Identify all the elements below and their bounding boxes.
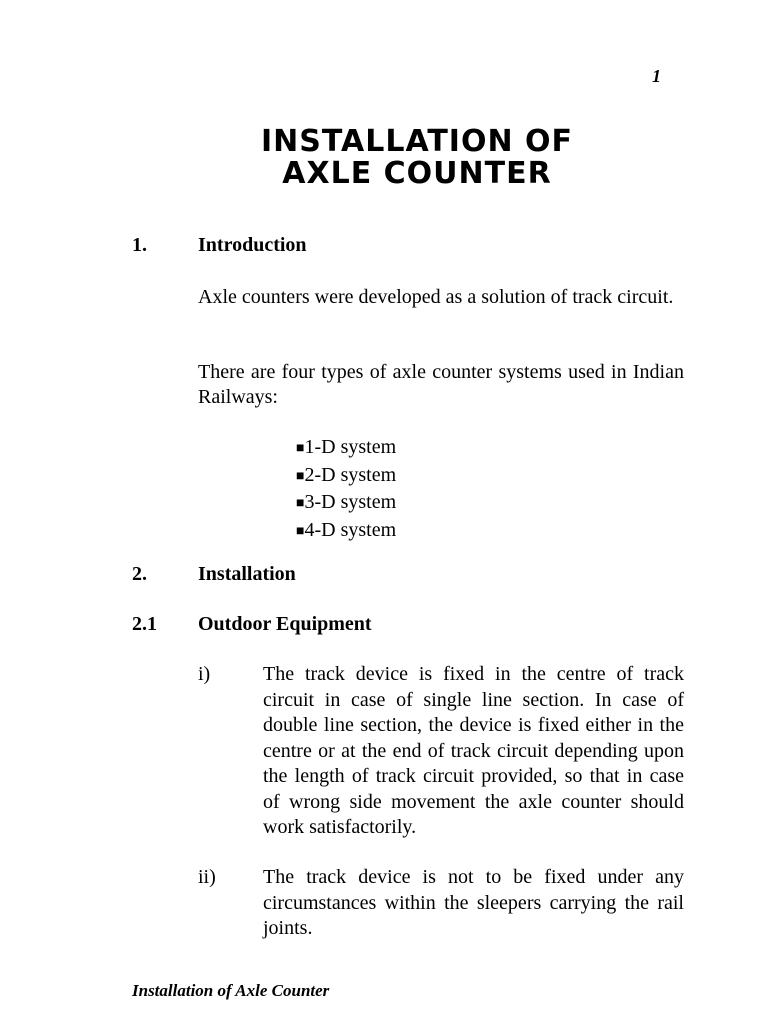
list-item-label: 1-D system: [304, 436, 397, 458]
list-item: [296, 435, 396, 463]
bullet-square-icon: ■: [296, 468, 305, 484]
item-i-text: The track device is fixed in the centre of track circuit in case of single line section. In case of double line section, the device is fixed either in the centre or at the end of track circuit depending upon the length of track circuit provided, so that in case of wrong side movement the axle counter should work satisfactorily.: [263, 663, 684, 838]
list-item: [296, 490, 396, 518]
list-item-label: 2-D system: [304, 463, 397, 486]
document-title: [0, 126, 768, 190]
axle-counter-types-list: [296, 435, 396, 545]
section-1-heading: Introduction: [198, 234, 307, 256]
item-ii-text: The track device is not to be fixed under any circumstances within the sleepers carrying the rail joints.: [263, 866, 684, 939]
list-item: [296, 518, 396, 546]
list-item-label: 3-D system: [304, 491, 397, 513]
bullet-square-icon: ■: [296, 523, 305, 539]
title-line-1: INSTALLATION OF: [260, 124, 574, 159]
list-item-label: 4-D system: [304, 518, 397, 541]
title-line-2: AXLE COUNTER: [282, 156, 552, 191]
bullet-square-icon: ■: [296, 441, 305, 456]
item-ii-number: ii): [198, 866, 216, 888]
intro-paragraph-1: Axle counters were developed as a solution of track circuit.: [198, 286, 674, 308]
section-2-number: 2.: [132, 563, 147, 585]
intro-paragraph-2: There are four types of axle counter systems used in Indian Railways:: [198, 361, 684, 408]
page-number: 1: [652, 66, 661, 86]
bullet-square-icon: ■: [296, 496, 305, 511]
section-1-number: 1.: [132, 234, 147, 256]
list-item: [296, 463, 396, 491]
section-2-heading: Installation: [198, 563, 296, 585]
running-footer: Installation of Axle Counter: [132, 981, 330, 1000]
section-2-1-number: 2.1: [132, 613, 157, 635]
section-2-1-heading: Outdoor Equipment: [198, 613, 372, 635]
item-i-number: i): [198, 663, 211, 685]
